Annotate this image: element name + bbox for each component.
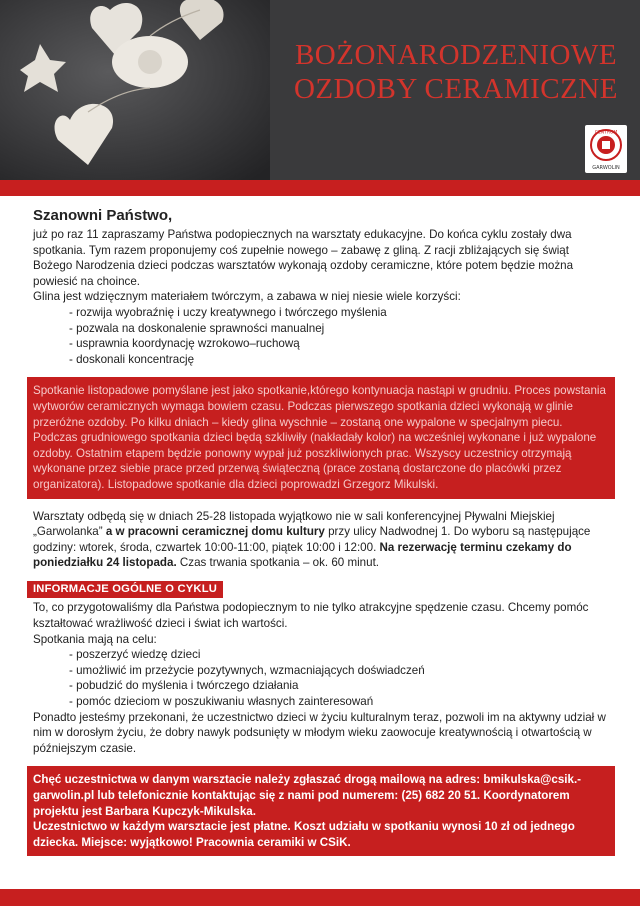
list-item: - doskonali koncentrację	[69, 352, 195, 366]
contact-box	[27, 766, 615, 856]
footer-red-stripe	[0, 889, 640, 906]
fee-info: Uczestnictwo w każdym warsztacie jest płatne. Koszt udziału w spotkaniu wynosi 10 zł od jednego dziecka. Miejsce: wyjątkowo! Pracownia ceramiki w CSiK.	[33, 820, 575, 849]
ceramic-ornaments-photo	[0, 0, 270, 180]
csik-logo-icon	[585, 125, 627, 173]
list-item: - poszerzyć wiedzę dzieci	[69, 648, 201, 662]
list-item: - pobudzić do myślenia i twórczego działania	[69, 679, 299, 693]
greeting: Szanowni Państwo,	[33, 207, 173, 224]
page-title	[286, 38, 626, 106]
conclusion-paragraph: Ponadto jesteśmy przekonani, że uczestnictwo dzieci w życiu kulturalnym teraz, pozwoli im na aktywny udział w nim w dorosłym życiu, że dobry nawyk podsunięty w młodym wieku zaowocuje kreatywnością i otwartością w późniejszym czasie.	[33, 710, 606, 755]
benefits-list	[33, 305, 609, 367]
general-paragraph: To, co przygotowaliśmy dla Państwa podopiecznym to nie tylko atrakcyjne spędzenie czasu. Chcemy pomóc kształtować wrażliwość dzieci i świat ich wartości.	[33, 601, 589, 631]
title-line-2: OZDOBY CERAMICZNE	[293, 73, 618, 105]
logo-text-top: CENTRUM	[594, 130, 618, 136]
header-banner	[0, 0, 640, 180]
schedule-text: przy ulicy Nadwodnej 1. Do wyboru są następujące godziny: wtorek, środa, czwartek 10:00-11:00, piątek 10:00 i 12:00.	[33, 525, 591, 554]
schedule-deadline: Na rezerwację terminu czekamy do poniedziałku 24 listopada.	[33, 540, 572, 570]
november-session-box: Spotkanie listopadowe pomyślane jest jako spotkanie,którego kontynuacja nastąpi w grudniu. Proces powstania wytworów ceramicznych wymaga bowiem czasu. Podczas pierwszego spotkania dzieci wykonają w glinie przeróżne ozdoby. Po kilku dniach – kiedy glina wyschnie – zostaną one wypalone w specjalnym piecu. Podczas grudniowego spotkania dzieci będą szkliwiły (nakładały kolor) na wcześniej wykonane i już wypalone ozdoby. Ostatnim etapem będzie ponowny wypał już poszkliwionych prac. Wszyscy uczestnicy otrzymają wykonane przez siebie prace przed przerwą świąteczną (prace zostaną dostarczone do placówki przez organizatora). Listopadowe spotkanie dla dzieci poprowadzi Grzegorz Mikulski.	[27, 377, 615, 498]
logo-text-bottom: GARWOLIN	[592, 165, 620, 171]
goals-list	[33, 647, 609, 709]
contact-info: Chęć uczestnictwa w danym warsztacie należy zgłaszać drogą mailową na adres: bmikulska@csik.-garwolin.pl lub telefonicznie kontaktując się z nami pod numerem: (25) 682 20 51. Koordynatorem projektu jest Barbara Kupczyk-Mikulska.	[33, 773, 582, 818]
schedule-text: Warsztaty odbędą się w dniach 25-28 listopada wyjątkowo nie w sali konferencyjnej Pływalni Miejskiej „Garwolanka”	[33, 509, 555, 539]
schedule-text: Czas trwania spotkania – ok. 60 minut.	[176, 556, 380, 570]
benefits-intro: Glina jest wdzięcznym materiałem twórczym, a zabawa w niej niesie wiele korzyści:	[33, 290, 461, 304]
schedule-venue: a w pracowni ceramicznej domu kultury	[105, 525, 325, 539]
intro-paragraph: już po raz 11 zapraszamy Państwa podopiecznych na warsztaty edukacyjne. Do końca cyklu zostały dwa spotkania. Tym razem proponujemy coś zupełnie nowego – zabawę z gliną. Z racji zbliżających się świąt Bożego Narodzenia dzieci podczas warsztatów wykonają ozdoby ceramiczne, które potem będzie można powiesić na choince.	[33, 228, 574, 288]
list-item: - pozwala na doskonalenie sprawności manualnej	[69, 321, 325, 335]
title-line-1: BOŻONARODZENIOWE	[294, 39, 618, 71]
general-info-heading: INFORMACJE OGÓLNE O CYKLU	[27, 581, 223, 599]
list-item: - pomóc dzieciom w poszukiwaniu własnych zainteresowań	[69, 695, 374, 709]
schedule-paragraph	[33, 509, 609, 571]
header-red-stripe	[0, 180, 640, 196]
ceramic-ornaments-illustration	[0, 0, 270, 180]
content	[33, 206, 609, 856]
list-item: - umożliwić im przeżycie pozytywnych, wzmacniających doświadczeń	[69, 663, 425, 677]
list-item: - rozwija wyobraźnię i uczy kreatywnego i twórczego myślenia	[69, 305, 387, 319]
list-item: - usprawnia koordynację wzrokowo–ruchową	[69, 337, 300, 351]
goals-intro: Spotkania mają na celu:	[33, 632, 157, 646]
